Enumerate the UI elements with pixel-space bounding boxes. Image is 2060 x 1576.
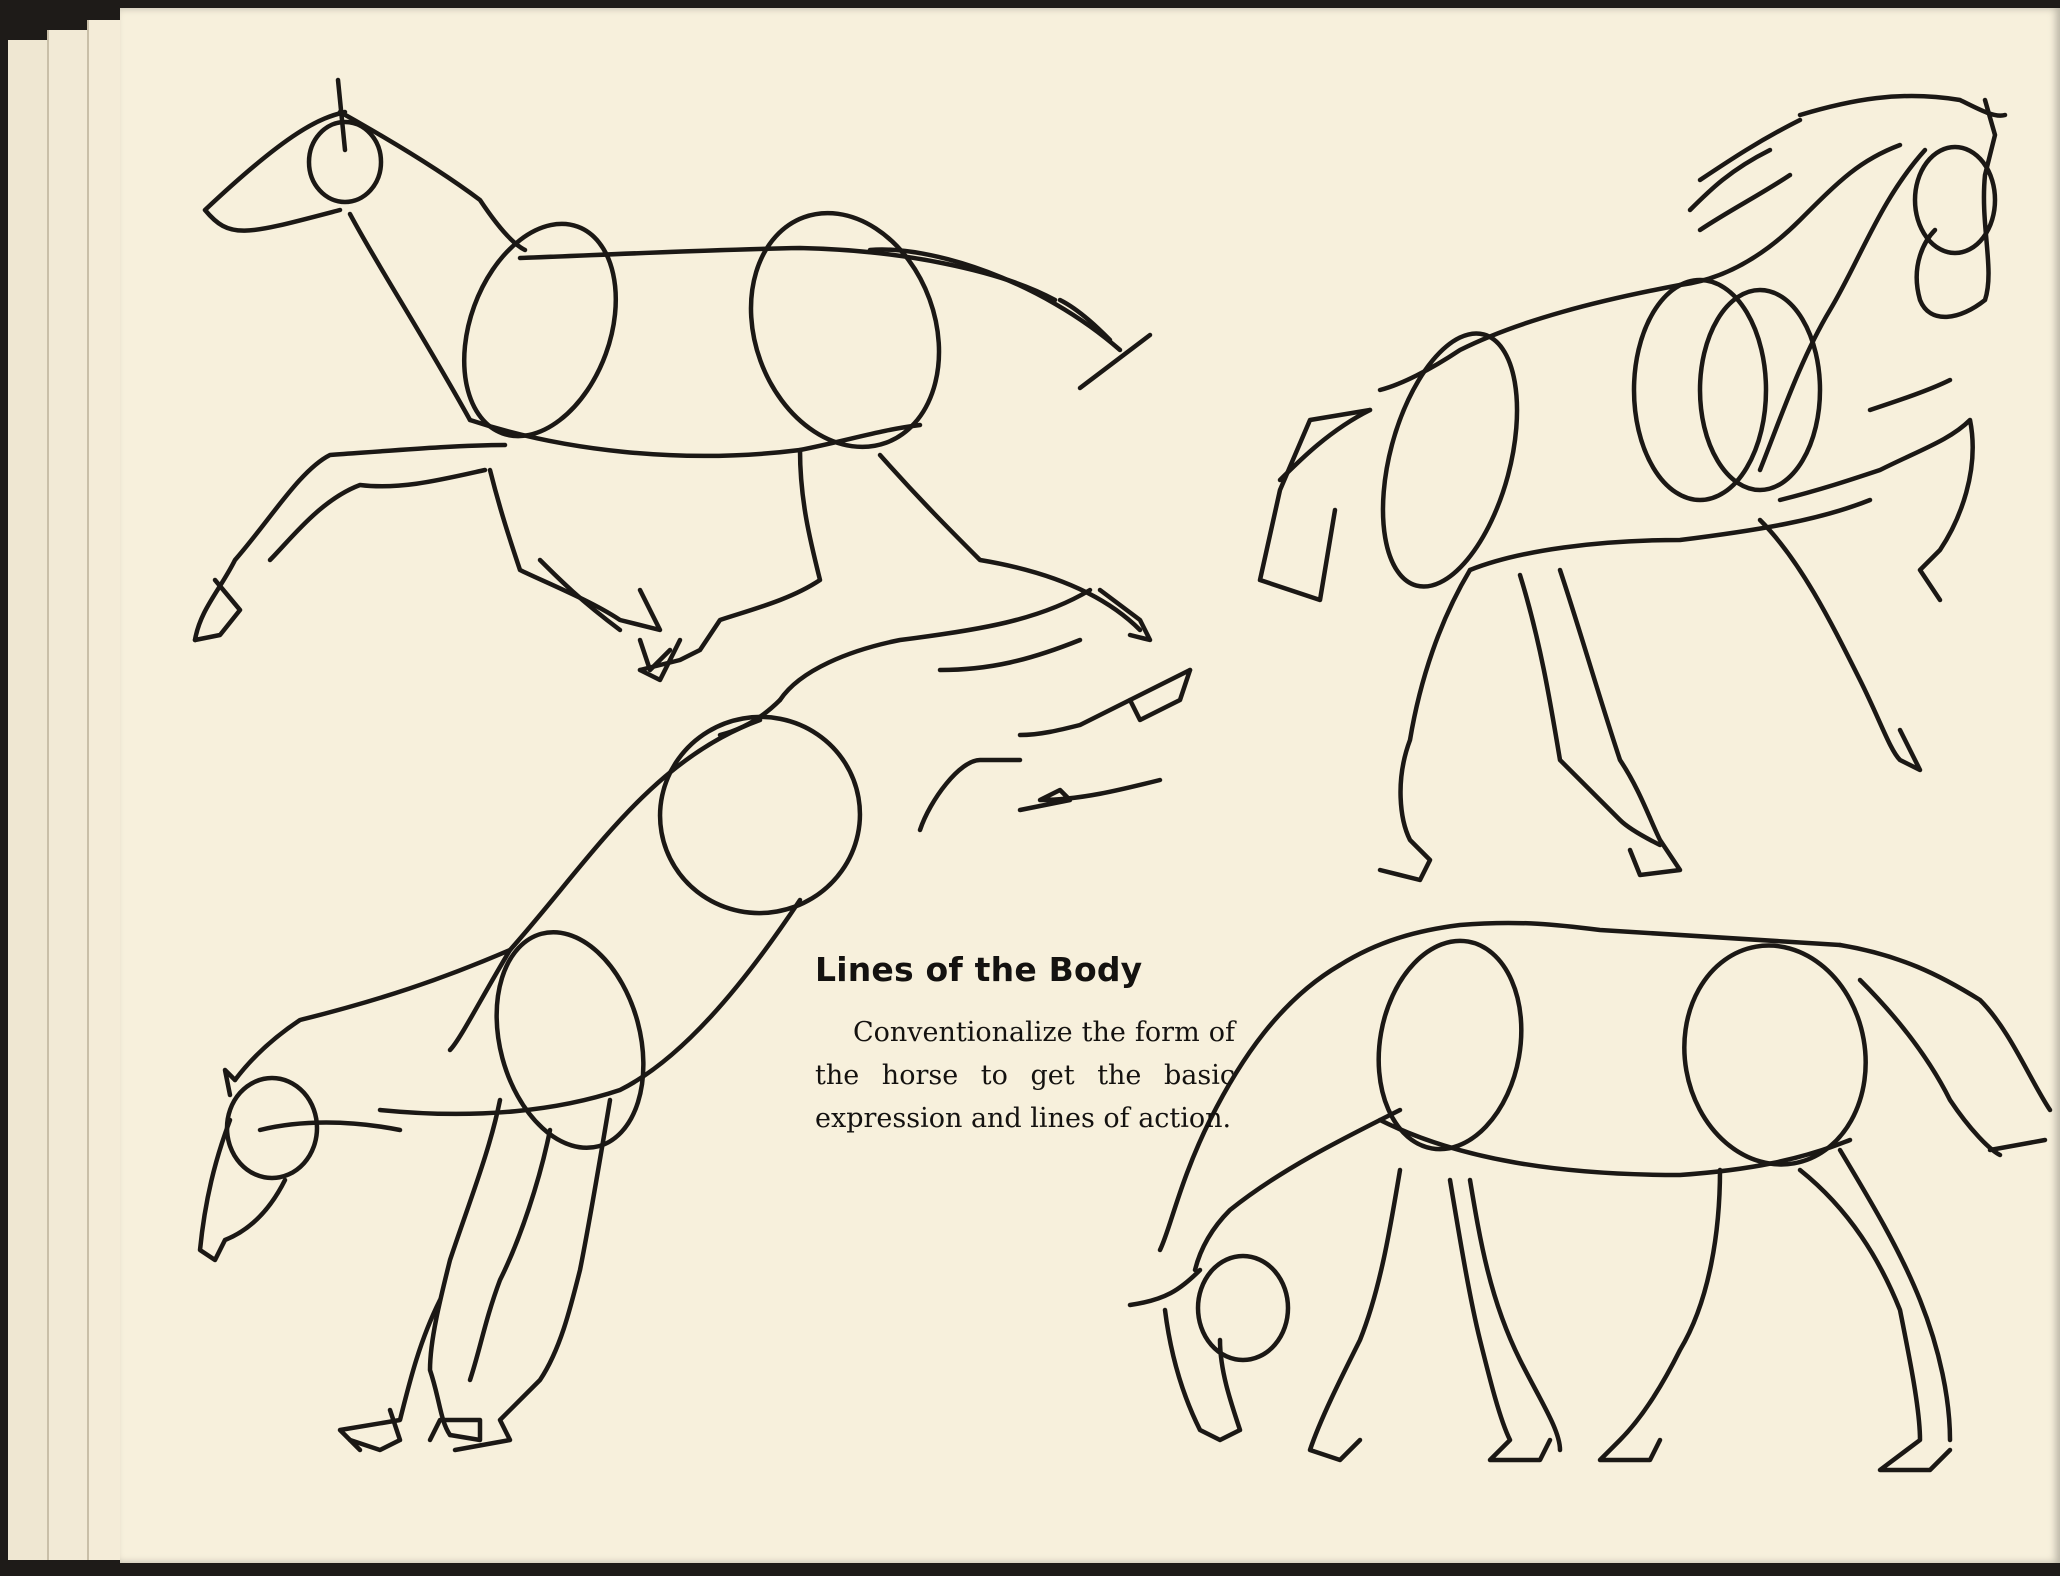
rearing-horse-icon [1260, 96, 2005, 880]
caption-block [815, 950, 1235, 1140]
grazing-horse-icon [1130, 923, 2050, 1470]
caption-body: Conventionalize the form of the horse to get the basic expression and lines of action. [815, 1017, 1235, 1134]
galloping-horse-icon [195, 80, 1150, 680]
caption-title: Lines of the Body [815, 950, 1143, 989]
